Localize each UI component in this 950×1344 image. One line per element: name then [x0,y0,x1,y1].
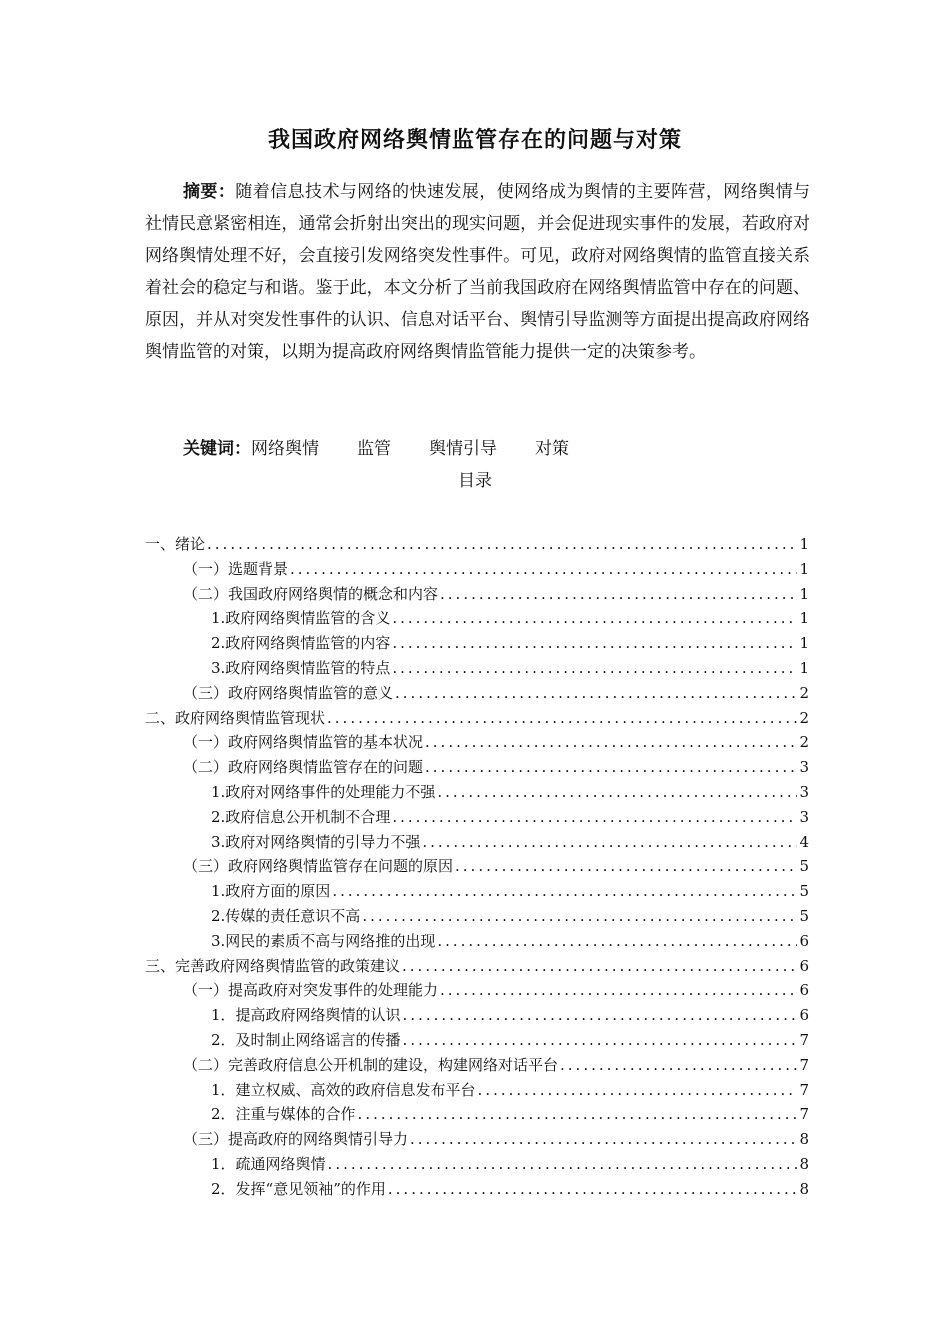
toc-entry-title: 1．提高政府网络舆情的认识 [211,1003,401,1028]
toc-entry [145,1152,809,1177]
toc-entry-title: 二、政府网络舆情监管现状 [145,706,325,731]
toc-entry-title: （三）政府网络舆情监管存在问题的原因 [183,854,453,879]
toc-page-number: 4 [799,832,809,851]
toc-entry-title: 2．及时制止网络谣言的传播 [211,1028,401,1053]
toc-entry-title: （二）我国政府网络舆情的概念和内容 [183,582,438,607]
toc-dot-leader [440,582,797,607]
toc-page-number: 2 [799,733,809,752]
toc-entry [145,854,809,879]
toc-dot-leader [392,656,797,681]
toc-entry-title: 2.政府网络舆情监管的内容 [211,631,390,656]
toc-entry [145,954,809,979]
toc-page-number: 1 [799,535,809,553]
toc-dot-leader [392,805,797,830]
toc-entry [145,706,809,731]
toc-entry [145,730,809,755]
toc-page-number: 6 [799,981,809,1000]
toc-page-number: 3 [799,782,809,801]
keyword: 对策 [535,439,569,459]
toc-entry-title: 3.政府对网络舆情的引导力不强 [211,830,420,855]
toc-entry-title: 1.政府方面的原因 [211,879,330,904]
toc-entry [145,1102,809,1127]
toc-entry-title: （三）提高政府的网络舆情引导力 [183,1127,408,1152]
toc-entry [145,681,809,706]
toc-dot-leader [395,681,797,706]
toc-dot-leader [290,557,797,582]
toc-dot-leader [425,730,797,755]
toc-dot-leader [327,706,797,731]
toc-page-number: 5 [799,906,809,925]
toc-dot-leader [358,1102,797,1127]
toc-title: 目录 [458,471,492,491]
toc-entry-title: （一）政府网络舆情监管的基本状况 [183,730,423,755]
toc-entry [145,780,809,805]
toc-entry [145,879,809,904]
toc-entry [145,1177,809,1202]
toc-dot-leader [392,631,797,656]
toc-entry-title: 3.网民的素质不高与网络推的出现 [211,929,435,954]
toc-entry [145,1003,809,1028]
toc-dot-leader [392,606,797,631]
toc-entry-title: 1．疏通网络舆情 [211,1152,326,1177]
toc-entry [145,978,809,1003]
toc-page-number: 7 [799,1030,809,1049]
toc-entry [145,1028,809,1053]
toc-entry [145,1053,809,1078]
abstract-text: 随着信息技术与网络的快速发展，使网络成为舆情的主要阵营，网络舆情与社情民意紧密相连，通常会折射出突出的现实问题，并会促进现实事件的发展，若政府对网络舆情处理不好，会直接引发网络突发性事件。可见，政府对网络舆情的监管直接关系着社会的稳定与和谐。鉴于此，本文分析了当前我国政府在网络舆情监管中存在的问题、原因，并从对突发性事件的认识、信息对话平台、舆情引导监测等方面提出提高政府网络舆情监管的对策，以期为提高政府网络舆情监管能力提供一定的决策参考。 [145,182,811,362]
toc-dot-leader [332,879,797,904]
toc-dot-leader [440,978,797,1003]
toc-entry [145,755,809,780]
keywords-label: 关键词： [183,439,251,459]
toc-entry-title: 三、完善政府网络舆情监管的政策建议 [145,954,400,979]
toc-page-number: 8 [799,1154,809,1173]
toc-entry [145,904,809,929]
toc-entry-title: （一）选题背景 [183,557,288,582]
toc-dot-leader [437,780,797,805]
toc-dot-leader [560,1053,797,1078]
toc-page-number: 7 [799,1055,809,1074]
toc-entry [145,929,809,954]
toc-dot-leader [388,1177,797,1202]
keyword: 监管 [357,439,391,459]
toc-page-number: 3 [799,758,809,777]
document-title: 我国政府网络舆情监管存在的问题与对策 [267,128,682,153]
toc-entry-title: 2．发挥“意见领袖”的作用 [211,1177,386,1202]
toc-entry-title: 1.政府对网络事件的处理能力不强 [211,780,435,805]
toc-entry-title: （二）完善政府信息公开机制的建设，构建网络对话平台 [183,1053,558,1078]
toc-page-number: 5 [799,857,809,876]
keywords-line [183,434,607,464]
abstract-paragraph [145,176,810,368]
toc-entry [145,1078,809,1103]
toc-entry-title: 2.传媒的责任意识不高 [211,904,360,929]
toc-page-number: 2 [799,708,809,727]
table-of-contents [145,532,809,1202]
toc-dot-leader [455,854,797,879]
toc-dot-leader [328,1152,797,1177]
toc-entry [145,582,809,607]
toc-entry-title: （一）提高政府对突发事件的处理能力 [183,978,438,1003]
toc-page-number: 1 [799,584,809,603]
toc-entry-title: 3.政府网络舆情监管的特点 [211,656,390,681]
toc-entry-title: 一、绪论 [145,532,205,557]
toc-dot-leader [403,1028,797,1053]
toc-page-number: 1 [799,658,809,677]
toc-page-number: 7 [799,1080,809,1099]
toc-entry [145,532,809,557]
toc-page-number: 3 [799,807,809,826]
toc-entry [145,805,809,830]
toc-entry [145,1127,809,1152]
toc-dot-leader [422,830,797,855]
toc-page-number: 2 [799,683,809,702]
toc-entry [145,631,809,656]
toc-dot-leader [403,1003,797,1028]
toc-entry [145,606,809,631]
toc-entry-title: （三）政府网络舆情监管的意义 [183,681,393,706]
toc-dot-leader [362,904,797,929]
toc-page-number: 1 [799,634,809,653]
toc-entry-title: 2.政府信息公开机制不合理 [211,805,390,830]
abstract-label: 摘要： [183,182,236,202]
toc-page-number: 8 [799,1179,809,1198]
toc-entry [145,557,809,582]
toc-page-number: 6 [799,956,809,975]
toc-entry-title: 2．注重与媒体的合作 [211,1102,356,1127]
keyword: 舆情引导 [429,439,497,459]
toc-page-number: 1 [799,609,809,628]
toc-page-number: 8 [799,1130,809,1149]
keyword: 网络舆情 [251,439,319,459]
toc-entry-title: 1．建立权威、高效的政府信息发布平台 [211,1078,476,1103]
toc-entry-title: 1.政府网络舆情监管的含义 [211,606,390,631]
toc-entry [145,656,809,681]
toc-dot-leader [437,929,797,954]
toc-entry-title: （二）政府网络舆情监管存在的问题 [183,755,423,780]
toc-entry [145,830,809,855]
toc-page-number: 5 [799,882,809,901]
toc-dot-leader [425,755,797,780]
toc-dot-leader [402,954,797,979]
toc-page-number: 1 [799,559,809,578]
toc-page-number: 6 [799,931,809,950]
toc-dot-leader [207,532,797,557]
toc-dot-leader [478,1078,797,1103]
toc-page-number: 7 [799,1105,809,1124]
toc-dot-leader [410,1127,797,1152]
toc-page-number: 6 [799,1006,809,1025]
